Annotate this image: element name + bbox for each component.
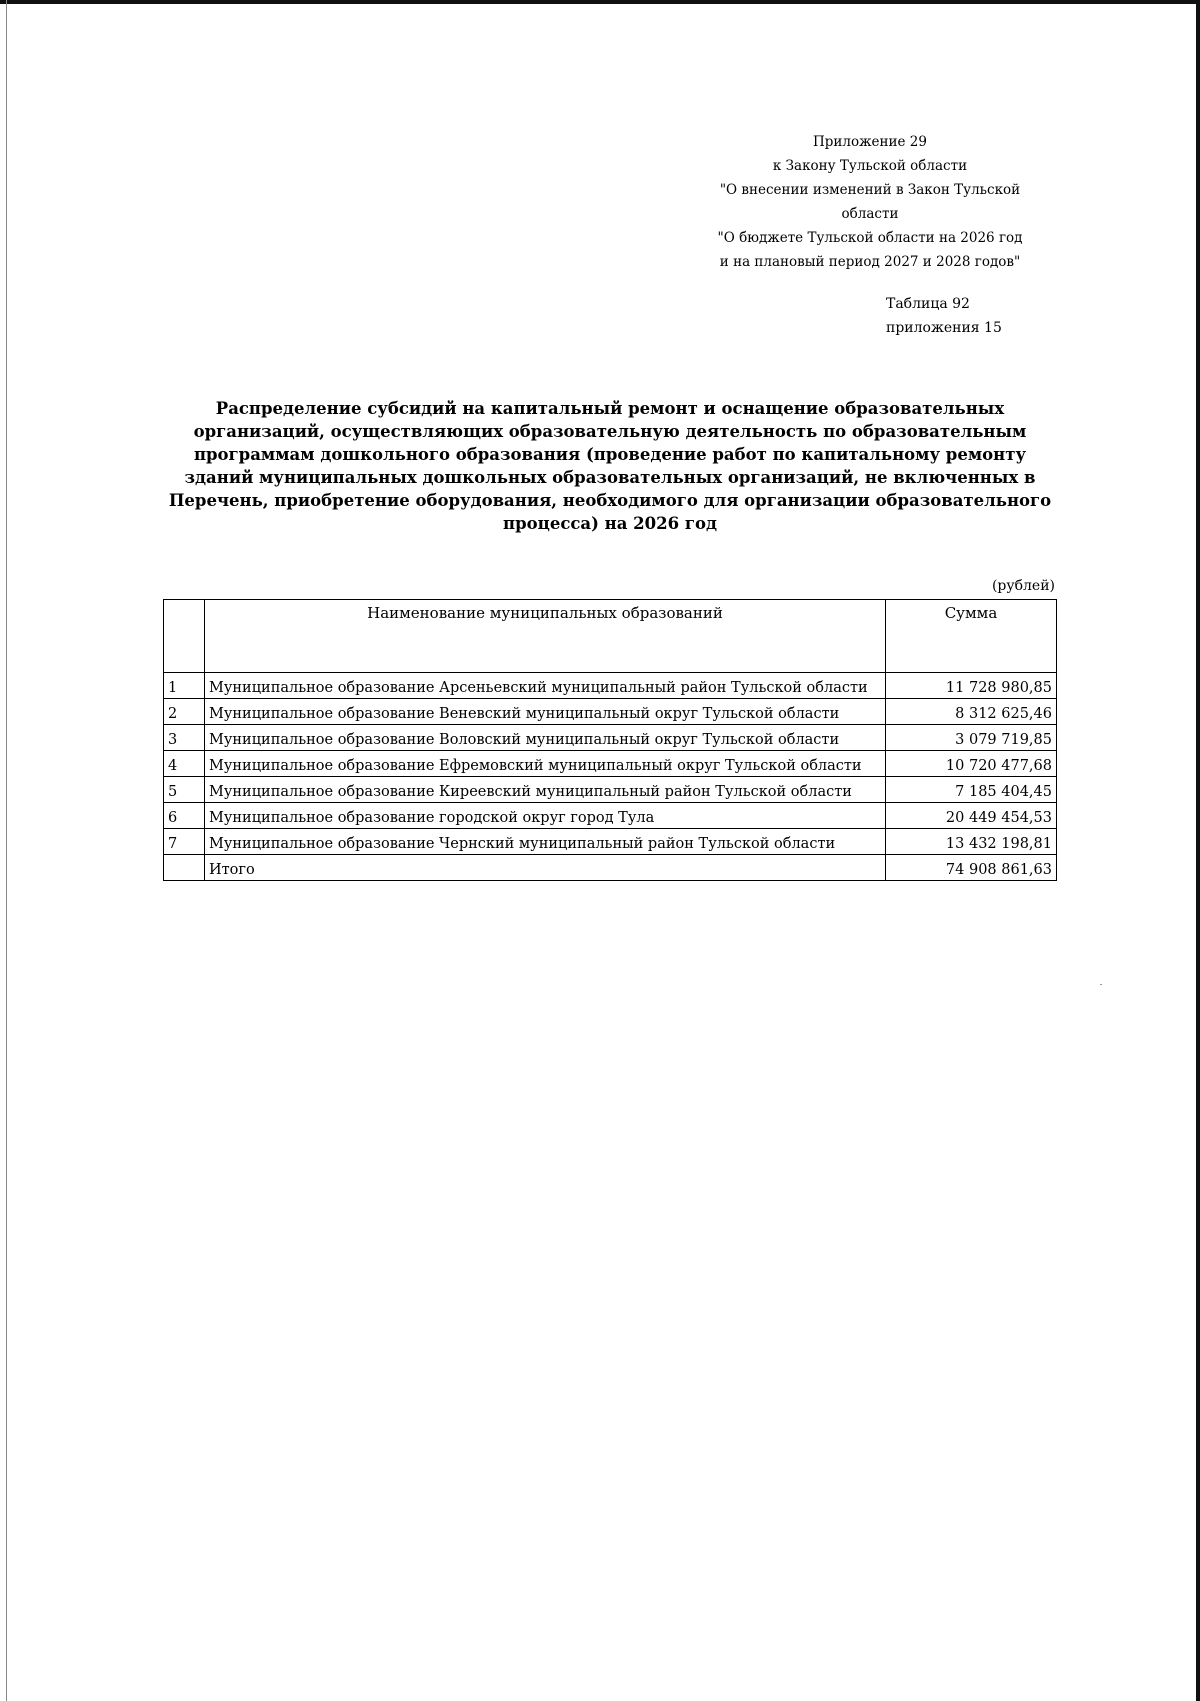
- row-name: Муниципальное образование городской округ город Тула: [205, 803, 886, 829]
- row-number: 6: [164, 803, 205, 829]
- scan-speck: [1100, 984, 1102, 985]
- row-number: 1: [164, 673, 205, 699]
- table-row: [164, 829, 1057, 855]
- total-row: [164, 855, 1057, 881]
- row-amount: 11 728 980,85: [886, 673, 1057, 699]
- approval-line: "О внесении изменений в Закон Тульской области: [719, 182, 1021, 222]
- row-name: Муниципальное образование Веневский муниципальный округ Тульской области: [205, 699, 886, 725]
- row-amount: 13 432 198,81: [886, 829, 1057, 855]
- header-amount: Сумма: [886, 600, 1057, 673]
- total-label: Итого: [205, 855, 886, 881]
- row-number: 4: [164, 751, 205, 777]
- table-row: [164, 725, 1057, 751]
- approval-line: и на плановый период 2027 и 2028 годов": [719, 254, 1021, 270]
- row-number: 5: [164, 777, 205, 803]
- distribution-table: [163, 599, 1057, 881]
- approval-line: Приложение 29: [813, 134, 927, 150]
- row-amount: 3 079 719,85: [886, 725, 1057, 751]
- row-name: Муниципальное образование Арсеньевский муниципальный район Тульской области: [205, 673, 886, 699]
- table-row: [164, 751, 1057, 777]
- scan-border-left: [6, 0, 7, 1701]
- table-header-row: [164, 600, 1057, 673]
- row-amount: 8 312 625,46: [886, 699, 1057, 725]
- row-number: 3: [164, 725, 205, 751]
- row-name: Муниципальное образование Чернский муниципальный район Тульской области: [205, 829, 886, 855]
- scan-border-right: [1196, 0, 1200, 1701]
- row-number: 2: [164, 699, 205, 725]
- scan-border-top: [0, 0, 1200, 4]
- table-row: [164, 673, 1057, 699]
- approval-block: [690, 130, 1050, 274]
- header-name: Наименование муниципальных образований: [205, 600, 886, 673]
- table-reference: [886, 292, 1006, 340]
- total-amount: 74 908 861,63: [886, 855, 1057, 881]
- row-number: 7: [164, 829, 205, 855]
- table-row: [164, 777, 1057, 803]
- units-label: (рублей): [991, 578, 1055, 594]
- appendix-number: приложения 15: [886, 320, 1002, 336]
- row-amount: 7 185 404,45: [886, 777, 1057, 803]
- row-name: Муниципальное образование Воловский муниципальный округ Тульской области: [205, 725, 886, 751]
- table-number: Таблица 92: [886, 296, 970, 312]
- table-row: [164, 803, 1057, 829]
- approval-line: "О бюджете Тульской области на 2026 год: [717, 230, 1023, 246]
- row-name: Муниципальное образование Киреевский муниципальный район Тульской области: [205, 777, 886, 803]
- row-amount: 10 720 477,68: [886, 751, 1057, 777]
- total-number: [164, 855, 205, 881]
- header-number: [164, 600, 205, 673]
- document-title: Распределение субсидий на капитальный ремонт и оснащение образовательных организаций, осуществляющих образовательную деятельность по образовательным программам дошкольного образования (проведение работ по капитальному ремонту зданий муниципальных дошкольных образовательных организаций, не включенных в Перечень, приобретение оборудования, необходимого для организации образовательного процесса) на 2026 год: [168, 399, 1052, 533]
- row-name: Муниципальное образование Ефремовский муниципальный округ Тульской области: [205, 751, 886, 777]
- approval-line: к Закону Тульской области: [772, 158, 968, 174]
- row-amount: 20 449 454,53: [886, 803, 1057, 829]
- table-row: [164, 699, 1057, 725]
